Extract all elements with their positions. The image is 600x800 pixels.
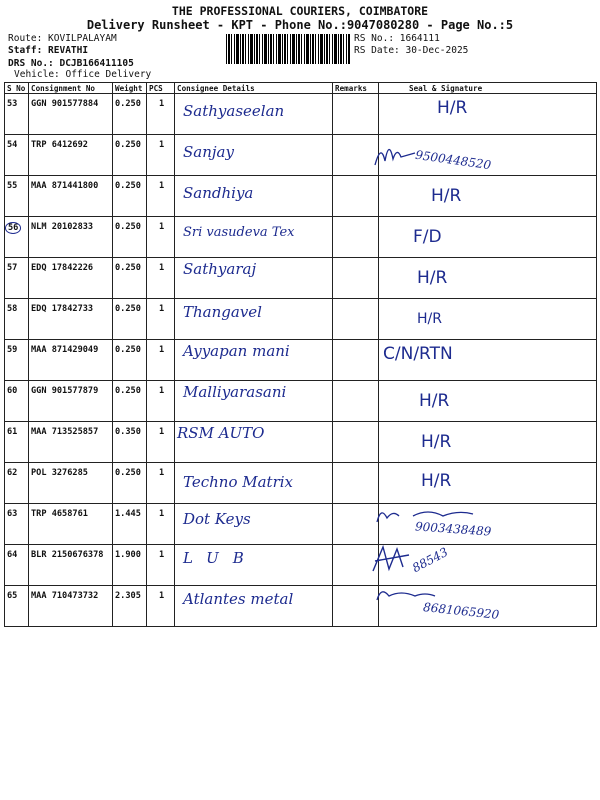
cell-weight: 0.250	[113, 258, 147, 299]
cell-weight: 1.900	[113, 545, 147, 586]
consignee-handwriting: LUB	[183, 549, 258, 567]
col-consignee: Consignee Details	[175, 83, 333, 94]
cell-remarks	[333, 340, 379, 381]
cell-pcs: 1	[147, 545, 175, 586]
cell-consignment: GGN 901577884	[29, 94, 113, 135]
cell-pcs: 1	[147, 135, 175, 176]
seal-mark: H/R	[437, 98, 468, 118]
cell-consignee	[175, 258, 333, 299]
table-row	[5, 340, 597, 381]
consignee-handwriting: Sri vasudeva Tex	[183, 225, 295, 240]
cell-consignee	[175, 463, 333, 504]
cell-seal	[379, 176, 597, 217]
cell-pcs: 1	[147, 504, 175, 545]
runsheet-table	[4, 82, 597, 627]
cell-sno: 60	[5, 381, 29, 422]
consignee-handwriting: Thangavel	[183, 303, 262, 321]
cell-weight: 0.250	[113, 299, 147, 340]
seal-mark: H/R	[421, 471, 452, 491]
cell-weight: 0.250	[113, 463, 147, 504]
consignee-handwriting: RSM AUTO	[177, 424, 265, 442]
cell-seal	[379, 545, 597, 586]
cell-consignment: GGN 901577879	[29, 381, 113, 422]
cell-pcs: 1	[147, 94, 175, 135]
cell-remarks	[333, 94, 379, 135]
cell-sno: 57	[5, 258, 29, 299]
cell-sno: 55	[5, 176, 29, 217]
cell-remarks	[333, 463, 379, 504]
cell-consignment: MAA 871441800	[29, 176, 113, 217]
cell-seal	[379, 586, 597, 627]
cell-pcs: 1	[147, 299, 175, 340]
col-sno: S No	[5, 83, 29, 94]
cell-consignee	[175, 176, 333, 217]
cell-weight: 1.445	[113, 504, 147, 545]
cell-seal	[379, 135, 597, 176]
table-row	[5, 94, 597, 135]
barcode	[226, 34, 350, 64]
cell-consignee	[175, 340, 333, 381]
cell-weight: 0.250	[113, 135, 147, 176]
cell-pcs: 1	[147, 381, 175, 422]
cell-seal	[379, 299, 597, 340]
cell-weight: 0.250	[113, 94, 147, 135]
cell-consignee	[175, 586, 333, 627]
signature-scribble	[371, 135, 421, 169]
cell-pcs: 1	[147, 217, 175, 258]
cell-sno: 59	[5, 340, 29, 381]
seal-mark: H/R	[431, 186, 462, 206]
col-remarks: Remarks	[333, 83, 379, 94]
table-row	[5, 135, 597, 176]
table-row	[5, 545, 597, 586]
cell-weight: 2.305	[113, 586, 147, 627]
cell-sno: 62	[5, 463, 29, 504]
col-seal: Seal & Signature	[379, 83, 597, 94]
table-header-row	[5, 83, 597, 94]
consignee-handwriting: Ayyapan mani	[183, 342, 290, 360]
cell-seal	[379, 340, 597, 381]
cell-pcs: 1	[147, 422, 175, 463]
cell-consignment: TRP 4658761	[29, 504, 113, 545]
table-row	[5, 217, 597, 258]
cell-consignment: TRP 6412692	[29, 135, 113, 176]
consignee-handwriting: Malliyarasani	[183, 383, 287, 401]
cell-remarks	[333, 176, 379, 217]
cell-sno: 64	[5, 545, 29, 586]
rs-number: RS No.: 1664111	[354, 33, 440, 44]
cell-sno: 58	[5, 299, 29, 340]
col-pcs: PCS	[147, 83, 175, 94]
cell-remarks	[333, 504, 379, 545]
cell-consignee	[175, 135, 333, 176]
cell-weight: 0.350	[113, 422, 147, 463]
cell-remarks	[333, 381, 379, 422]
cell-consignment: EDQ 17842733	[29, 299, 113, 340]
cell-remarks	[333, 258, 379, 299]
cell-consignee	[175, 422, 333, 463]
cell-weight: 0.250	[113, 381, 147, 422]
seal-mark: H/R	[421, 432, 452, 452]
table-row	[5, 463, 597, 504]
cell-consignment: MAA 871429049	[29, 340, 113, 381]
cell-consignee	[175, 381, 333, 422]
consignee-handwriting: Sathyaraj	[183, 260, 257, 278]
col-consignment: Consignment No	[29, 83, 113, 94]
route-label: Route: KOVILPALAYAM	[8, 33, 117, 44]
cell-weight: 0.250	[113, 176, 147, 217]
cell-remarks	[333, 299, 379, 340]
cell-sno: 61	[5, 422, 29, 463]
cell-consignee	[175, 94, 333, 135]
company-title: THE PROFESSIONAL COURIERS, COIMBATORE	[171, 4, 429, 18]
seal-mark: H/R	[419, 391, 450, 411]
consignee-handwriting: Dot Keys	[183, 510, 251, 528]
cell-seal	[379, 381, 597, 422]
table-row	[5, 176, 597, 217]
seal-mark: H/R	[417, 268, 448, 288]
table-row	[5, 586, 597, 627]
table-row	[5, 504, 597, 545]
cell-sno: 63	[5, 504, 29, 545]
cell-seal	[379, 94, 597, 135]
consignee-handwriting: Sathyaseelan	[183, 102, 285, 120]
cell-consignment: MAA 710473732	[29, 586, 113, 627]
cell-pcs: 1	[147, 463, 175, 504]
cell-weight: 0.250	[113, 217, 147, 258]
table-row	[5, 299, 597, 340]
cell-pcs: 1	[147, 586, 175, 627]
cell-pcs: 1	[147, 340, 175, 381]
cell-sno: 54	[5, 135, 29, 176]
seal-mark: F/D	[413, 227, 442, 247]
cell-consignment: BLR 2150676378	[29, 545, 113, 586]
cell-consignee	[175, 217, 333, 258]
cell-consignee	[175, 545, 333, 586]
cell-consignment: EDQ 17842226	[29, 258, 113, 299]
rs-date: RS Date: 30-Dec-2025	[354, 45, 469, 56]
staff-label: Staff: REVATHI	[8, 45, 89, 56]
seal-mark: H/R	[417, 311, 442, 327]
cell-sno	[5, 217, 29, 258]
cell-consignee	[175, 504, 333, 545]
col-weight: Weight	[113, 83, 147, 94]
cell-sno: 53	[5, 94, 29, 135]
cell-pcs: 1	[147, 176, 175, 217]
cell-remarks	[333, 422, 379, 463]
cell-seal	[379, 463, 597, 504]
table-row	[5, 381, 597, 422]
circled-sno: 56	[5, 222, 21, 234]
cell-seal	[379, 258, 597, 299]
consignee-handwriting: Techno Matrix	[183, 473, 293, 491]
cell-weight: 0.250	[113, 340, 147, 381]
table-row	[5, 422, 597, 463]
cell-consignee	[175, 299, 333, 340]
consignee-handwriting: Atlantes metal	[183, 590, 294, 608]
cell-remarks	[333, 217, 379, 258]
cell-seal	[379, 422, 597, 463]
consignee-handwriting: Sanjay	[183, 143, 234, 161]
cell-seal	[379, 504, 597, 545]
seal-mark: C/N/RTN	[383, 344, 453, 364]
cell-pcs: 1	[147, 258, 175, 299]
vehicle-label: Vehicle: Office Delivery	[14, 69, 152, 80]
cell-sno: 65	[5, 586, 29, 627]
cell-seal	[379, 217, 597, 258]
cell-consignment: NLM 20102833	[29, 217, 113, 258]
consignee-handwriting: Sandhiya	[183, 184, 254, 202]
cell-consignment: MAA 713525857	[29, 422, 113, 463]
phone-number: 9500448520	[414, 147, 492, 173]
phone-number: 8681065920	[422, 600, 500, 622]
phone-number: 88543	[409, 544, 451, 576]
drs-label: DRS No.: DCJB166411105	[8, 58, 134, 69]
runsheet-subtitle: Delivery Runsheet - KPT - Phone No.:9047080280 - Page No.:5	[86, 18, 514, 32]
phone-number: 9003438489	[414, 519, 492, 539]
table-row	[5, 258, 597, 299]
cell-consignment: POL 3276285	[29, 463, 113, 504]
